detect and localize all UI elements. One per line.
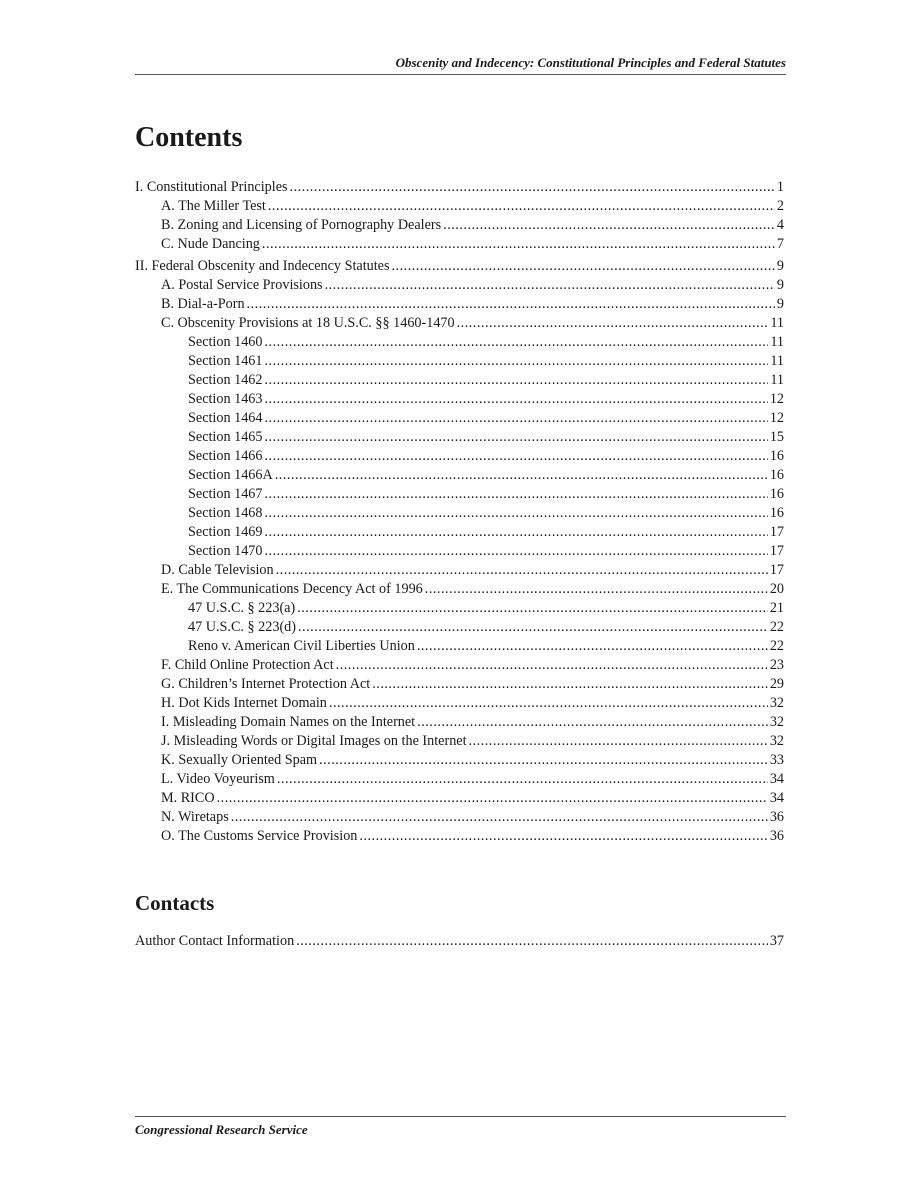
toc-entry[interactable] [135, 314, 784, 333]
toc-entry[interactable] [135, 447, 784, 466]
toc-entry[interactable] [135, 428, 784, 447]
running-footer: Congressional Research Service [135, 1116, 786, 1138]
toc-entry[interactable] [135, 599, 784, 618]
toc-entry[interactable] [135, 409, 784, 428]
toc-entry-label: Section 1461 [188, 353, 263, 369]
toc-entry[interactable] [135, 542, 784, 561]
dot-leader [264, 485, 767, 504]
toc-entry-page: 36 [769, 809, 784, 825]
toc-entry[interactable] [135, 808, 784, 827]
toc-entry[interactable] [135, 333, 784, 352]
toc-entry-page: 11 [770, 315, 784, 331]
toc-entry[interactable] [135, 197, 784, 216]
dot-leader [264, 409, 767, 428]
dot-leader [298, 618, 768, 637]
toc-entry[interactable] [135, 276, 784, 295]
dot-leader [425, 580, 768, 599]
dot-leader [297, 599, 768, 618]
toc-entry-label: Reno v. American Civil Liberties Union [188, 638, 415, 654]
toc-entry[interactable] [135, 694, 784, 713]
toc-entry-page: 4 [776, 217, 784, 233]
toc-entry-page: 34 [769, 771, 784, 787]
toc-entry[interactable] [135, 466, 784, 485]
toc-entry-label: Section 1460 [188, 334, 263, 350]
toc-entry-label: A. Postal Service Provisions [161, 277, 323, 293]
toc-entry[interactable] [135, 637, 784, 656]
dot-leader [290, 178, 775, 197]
dot-leader [296, 932, 768, 951]
toc-entry-page: 15 [769, 429, 784, 445]
dot-leader [262, 235, 775, 254]
contents-heading: Contents [135, 122, 243, 153]
toc-entry[interactable] [135, 352, 784, 371]
dot-leader [247, 295, 775, 314]
toc-entry-page: 36 [769, 828, 784, 844]
dot-leader [275, 466, 768, 485]
toc-entry-label: J. Misleading Words or Digital Images on the Internet [161, 733, 467, 749]
dot-leader [264, 447, 767, 466]
toc-entry[interactable] [135, 770, 784, 789]
dot-leader [372, 675, 768, 694]
dot-leader [443, 216, 775, 235]
toc-entry-label: Section 1463 [188, 391, 263, 407]
toc-entry[interactable] [135, 675, 784, 694]
dot-leader [392, 257, 775, 276]
toc-entry-label: Section 1464 [188, 410, 263, 426]
dot-leader [264, 523, 767, 542]
toc-entry-page: 9 [776, 258, 784, 274]
toc-entry-page: 32 [769, 714, 784, 730]
toc-entry-label: Section 1467 [188, 486, 263, 502]
dot-leader [417, 637, 768, 656]
toc-entry-page: 17 [769, 562, 784, 578]
toc-entry-page: 1 [776, 179, 784, 195]
toc-entry-label: N. Wiretaps [161, 809, 229, 825]
toc-entry[interactable] [135, 257, 784, 276]
toc-entry[interactable] [135, 235, 784, 254]
toc-entry-page: 9 [776, 277, 784, 293]
toc-entry-page: 33 [769, 752, 784, 768]
toc-entry[interactable] [135, 732, 784, 751]
toc-entry[interactable] [135, 580, 784, 599]
toc-entry-page: 9 [776, 296, 784, 312]
toc-entry-label: B. Dial-a-Porn [161, 296, 245, 312]
dot-leader [264, 333, 768, 352]
dot-leader [268, 197, 775, 216]
toc-entry-label: H. Dot Kids Internet Domain [161, 695, 327, 711]
toc-entry-page: 11 [770, 353, 784, 369]
toc-entry-label: Author Contact Information [135, 933, 295, 949]
toc-entry-label: I. Misleading Domain Names on the Internet [161, 714, 416, 730]
toc-entry-label: D. Cable Television [161, 562, 274, 578]
dot-leader [264, 428, 767, 447]
toc-entry-page: 37 [769, 933, 784, 949]
toc-entry-page: 11 [770, 334, 784, 350]
toc-entry[interactable] [135, 390, 784, 409]
toc-entry-label: B. Zoning and Licensing of Pornography Dealers [161, 217, 442, 233]
toc-entry-page: 20 [769, 581, 784, 597]
toc-entry-page: 21 [769, 600, 784, 616]
toc-entry[interactable] [135, 523, 784, 542]
dot-leader [469, 732, 768, 751]
dot-leader [217, 789, 768, 808]
dot-leader [277, 770, 768, 789]
dot-leader [264, 542, 767, 561]
toc-entry-page: 29 [769, 676, 784, 692]
toc-entry-page: 16 [769, 448, 784, 464]
toc-entry[interactable] [135, 178, 784, 197]
dot-leader [319, 751, 768, 770]
toc-entry[interactable] [135, 295, 784, 314]
toc-entry-page: 32 [769, 695, 784, 711]
toc-entry-label: 47 U.S.C. § 223(a) [188, 600, 296, 616]
dot-leader [329, 694, 768, 713]
toc-entry-label: Section 1466 [188, 448, 263, 464]
toc-entry[interactable] [135, 216, 784, 235]
contacts-list [135, 932, 784, 951]
dot-leader [264, 352, 768, 371]
toc-entry-page: 32 [769, 733, 784, 749]
toc-entry-label: 47 U.S.C. § 223(d) [188, 619, 296, 635]
dot-leader [359, 827, 767, 846]
toc-entry-label: C. Obscenity Provisions at 18 U.S.C. §§ 1460-1470 [161, 315, 455, 331]
toc-entry-label: I. Constitutional Principles [135, 179, 288, 195]
toc-entry-page: 2 [776, 198, 784, 214]
toc-entry-label: A. The Miller Test [161, 198, 266, 214]
toc-entry-page: 7 [776, 236, 784, 252]
toc-entry-page: 16 [769, 467, 784, 483]
toc-entry-label: E. The Communications Decency Act of 1996 [161, 581, 423, 597]
dot-leader [264, 371, 768, 390]
toc-entry-label: Section 1466A [188, 467, 273, 483]
contacts-heading: Contacts [135, 891, 215, 915]
toc-entry-label: Section 1470 [188, 543, 263, 559]
toc-entry-label: M. RICO [161, 790, 215, 806]
toc-entry-label: Section 1462 [188, 372, 263, 388]
dot-leader [457, 314, 769, 333]
dot-leader [276, 561, 768, 580]
toc-entry-label: Section 1465 [188, 429, 263, 445]
toc-entry[interactable] [135, 485, 784, 504]
toc-entry[interactable] [135, 789, 784, 808]
toc-entry-label: L. Video Voyeurism [161, 771, 275, 787]
toc-entry-label: Section 1469 [188, 524, 263, 540]
toc-entry-page: 23 [769, 657, 784, 673]
toc-entry[interactable] [135, 932, 784, 951]
toc-entry-label: F. Child Online Protection Act [161, 657, 334, 673]
toc-entry-page: 17 [769, 524, 784, 540]
toc-entry-label: II. Federal Obscenity and Indecency Statutes [135, 258, 390, 274]
toc-entry-page: 22 [769, 638, 784, 654]
dot-leader [336, 656, 768, 675]
toc-entry-label: G. Children’s Internet Protection Act [161, 676, 371, 692]
toc-entry-page: 16 [769, 505, 784, 521]
toc-entry-page: 22 [769, 619, 784, 635]
toc-entry-page: 12 [769, 410, 784, 426]
toc-entry[interactable] [135, 618, 784, 637]
dot-leader [264, 504, 767, 523]
table-of-contents [135, 178, 784, 846]
toc-entry-page: 12 [769, 391, 784, 407]
dot-leader [417, 713, 768, 732]
toc-entry-label: K. Sexually Oriented Spam [161, 752, 318, 768]
toc-entry-label: O. The Customs Service Provision [161, 828, 358, 844]
toc-entry[interactable] [135, 656, 784, 675]
toc-entry[interactable] [135, 561, 784, 580]
dot-leader [264, 390, 767, 409]
toc-entry-label: Section 1468 [188, 505, 263, 521]
toc-entry[interactable] [135, 371, 784, 390]
toc-entry-page: 11 [770, 372, 784, 388]
toc-entry-page: 16 [769, 486, 784, 502]
toc-entry[interactable] [135, 713, 784, 732]
dot-leader [325, 276, 775, 295]
dot-leader [231, 808, 768, 827]
toc-entry-page: 34 [769, 790, 784, 806]
toc-entry[interactable] [135, 751, 784, 770]
toc-entry[interactable] [135, 504, 784, 523]
running-header: Obscenity and Indecency: Constitutional Principles and Federal Statutes [135, 55, 786, 75]
toc-entry-label: C. Nude Dancing [161, 236, 260, 252]
toc-entry-page: 17 [769, 543, 784, 559]
toc-entry[interactable] [135, 827, 784, 846]
